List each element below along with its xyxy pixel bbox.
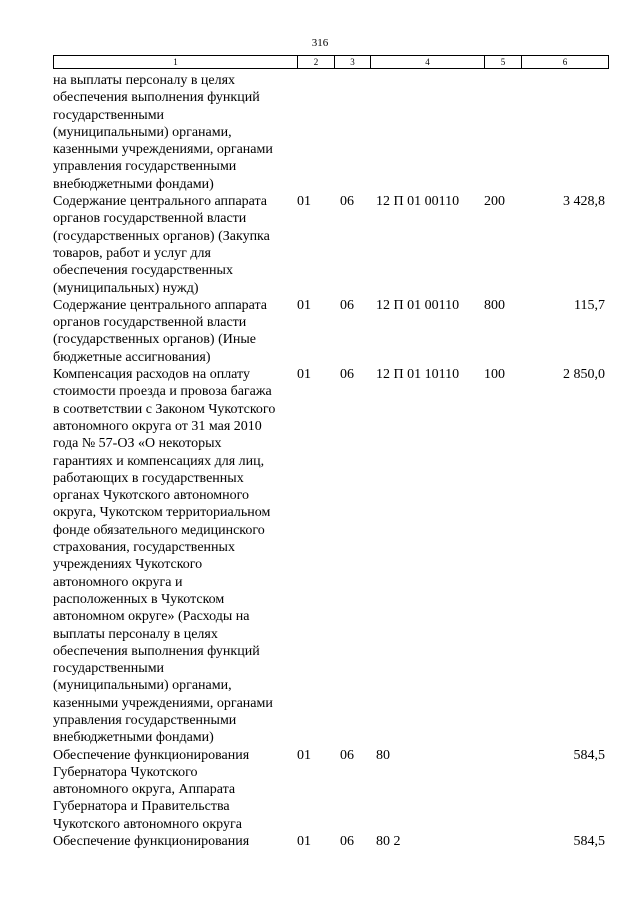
table-row: [53, 833, 609, 850]
row-section: 01: [297, 194, 311, 210]
row-amount: 3 428,8: [563, 194, 605, 210]
row-amount: [521, 72, 607, 193]
budget-table-body: [53, 72, 609, 850]
table-row: [53, 297, 609, 366]
row-subsection: 06: [340, 367, 354, 383]
row-target-article: 80: [376, 747, 390, 763]
row-description: Обеспечение функционирования: [53, 834, 250, 850]
row-subsection: 06: [340, 747, 354, 763]
header-col-4: 4: [371, 56, 485, 68]
table-header: [53, 55, 609, 69]
row-expense-type: 100: [484, 367, 505, 383]
row-amount: 2 850,0: [563, 367, 605, 383]
row-target-article: 12 П 01 00110: [376, 297, 460, 313]
table-row: [53, 193, 609, 297]
row-section: [297, 72, 334, 193]
row-subsection: 06: [340, 194, 354, 210]
row-target-article: 12 П 01 00110: [376, 194, 460, 210]
header-col-6: 6: [562, 57, 568, 67]
row-expense-type: [484, 833, 521, 850]
row-target-article: 12 П 01 10110: [376, 367, 460, 383]
row-expense-type: [484, 747, 521, 833]
row-expense-type: [484, 72, 521, 193]
row-description: Содержание центрального аппарата органов государственной власти (государственных органов) (Иные бюджетные ассигнования): [53, 297, 268, 365]
table-row: [53, 366, 609, 747]
row-amount: 584,5: [573, 834, 605, 850]
header-col-2: 2: [298, 56, 335, 68]
header-col-1: 1: [54, 56, 298, 68]
row-expense-type: 800: [484, 297, 505, 313]
table-row: [53, 747, 609, 833]
row-section: 01: [297, 367, 311, 383]
row-description: Обеспечение функционирования Губернатора Чукотского автономного округа, Аппарата Губернатора и Правительства Чукотского автономного округа: [53, 747, 250, 832]
table-row: [53, 72, 609, 193]
row-section: 01: [297, 297, 311, 313]
row-expense-type: 200: [484, 194, 505, 210]
row-description: Компенсация расходов на оплату стоимости проезда и провоза багажа в соответствии с Законом Чукотского автономного округа от 31 мая 2010 года № 57-ОЗ «О некоторых гарантиях и компенсациях для лиц, работающих в государственных органах Чукотского автономного округа, Чукотском территориальном фонде обязательного медицинского страхования, государственных учреждениях Чукотского автономного округа и расположенных в Чукотском автономном округе» (Расходы на выплаты персоналу в целях обеспечения выполнения функций государственными (муниципальными) органами, казенными учреждениями, органами управления государственными внебюджетными фондами): [53, 367, 276, 746]
row-amount: 115,7: [574, 297, 605, 313]
row-description: Содержание центрального аппарата органов государственной власти (государственных органов) (Закупка товаров, работ и услуг для обеспечения государственных (муниципальных) нужд): [53, 194, 270, 296]
row-subsection: [334, 72, 370, 193]
row-target-article: 80 2: [376, 834, 401, 850]
row-section: 01: [297, 747, 311, 763]
header-col-5: 5: [485, 56, 522, 68]
header-col-3: 3: [335, 56, 371, 68]
row-target-article: [370, 72, 484, 193]
row-description: на выплаты персоналу в целях обеспечения выполнения функций государственными (муниципальными) органами, казенными учреждениями, органами управления государственными внебюджетными фондами): [53, 73, 273, 192]
row-section: 01: [297, 834, 311, 850]
row-amount: 584,5: [573, 747, 605, 763]
page-number: 316: [311, 37, 329, 49]
row-subsection: 06: [340, 834, 354, 850]
row-subsection: 06: [340, 297, 354, 313]
